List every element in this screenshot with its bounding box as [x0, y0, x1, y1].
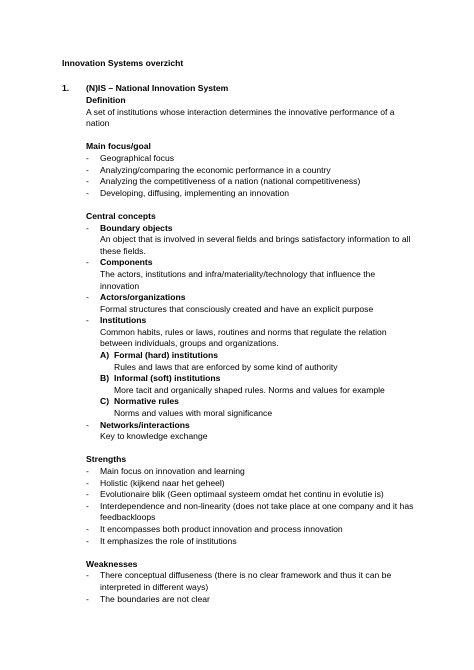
list-item: - Analyzing/comparing the economic performance in a country	[86, 164, 331, 175]
concept-networks-interactions: - Networks/interactions	[86, 419, 190, 430]
document-title: Innovation Systems overzicht	[62, 58, 184, 68]
strengths-heading: Strengths	[86, 454, 127, 465]
list-item: - Main focus on innovation and learning	[86, 466, 245, 476]
institution-type-description: Rules and laws that are enforced by some kind of authority	[114, 361, 338, 372]
main-focus-heading: Main focus/goal	[86, 141, 151, 152]
list-item: - Analyzing the competitiveness of a nation (national competitiveness)	[86, 176, 361, 187]
institution-type-normative: C) Normative rules	[100, 396, 179, 407]
weaknesses-heading: Weaknesses	[86, 558, 138, 569]
list-item: - Developing, diffusing, implementing an innovation	[86, 187, 290, 198]
definition-text: A set of institutions whose interaction determines the innovative performance of a nation	[86, 106, 395, 129]
list-item: - It emphasizes the role of institutions	[86, 535, 237, 546]
central-concepts-heading: Central concepts	[86, 210, 156, 221]
institution-type-description: Norms and values with moral significance	[114, 408, 273, 419]
section-number: 1.	[62, 83, 70, 93]
list-item: - Evolutionaire blik (Geen optimaal systeem omdat het continu in evolutie is)	[86, 489, 384, 500]
definition-heading: Definition	[86, 95, 126, 105]
section-title: (N)IS – National Innovation System	[86, 83, 229, 93]
list-item: - There conceptual diffuseness (there is no clear framework and thus it can be interpreted in different ways)	[86, 570, 392, 592]
list-item: - Geographical focus	[86, 152, 175, 163]
concept-description: Common habits, rules or laws, routines and norms that regulate the relation between individuals, groups and organizations.	[100, 326, 387, 349]
institution-type-formal: A) Formal (hard) institutions	[100, 350, 219, 361]
institution-type-description: More tacit and organically shaped rules. Norms and values for example	[114, 384, 385, 395]
section-heading	[62, 83, 228, 95]
concept-institutions: - Institutions	[86, 315, 147, 326]
concept-description: Formal structures that consciously created and have an explicit purpose	[100, 303, 374, 314]
institution-type-informal: B) Informal (soft) institutions	[100, 373, 221, 384]
concept-description: Key to knowledge exchange	[100, 431, 208, 442]
list-item: - Holistic (kijkend naar het geheel)	[86, 477, 225, 488]
concept-components: - Components	[86, 257, 153, 268]
concept-description: The actors, institutions and infra/materiality/technology that influence the innovation	[100, 268, 376, 291]
list-item: - The boundaries are not clear	[86, 593, 210, 604]
list-item: - Interdependence and non-linearity (does not take place at one company and it has feedbackloops	[86, 500, 414, 523]
list-item: - It encompasses both product innovation and process innovation	[86, 523, 343, 534]
concept-actors-organizations: - Actors/organizations	[86, 292, 186, 303]
section-body	[86, 95, 416, 605]
concept-description: An object that is involved in several fields and brings satisfactory information to all these fields.	[100, 234, 411, 256]
concept-boundary-objects: - Boundary objects	[86, 222, 173, 233]
institution-types	[86, 350, 416, 420]
